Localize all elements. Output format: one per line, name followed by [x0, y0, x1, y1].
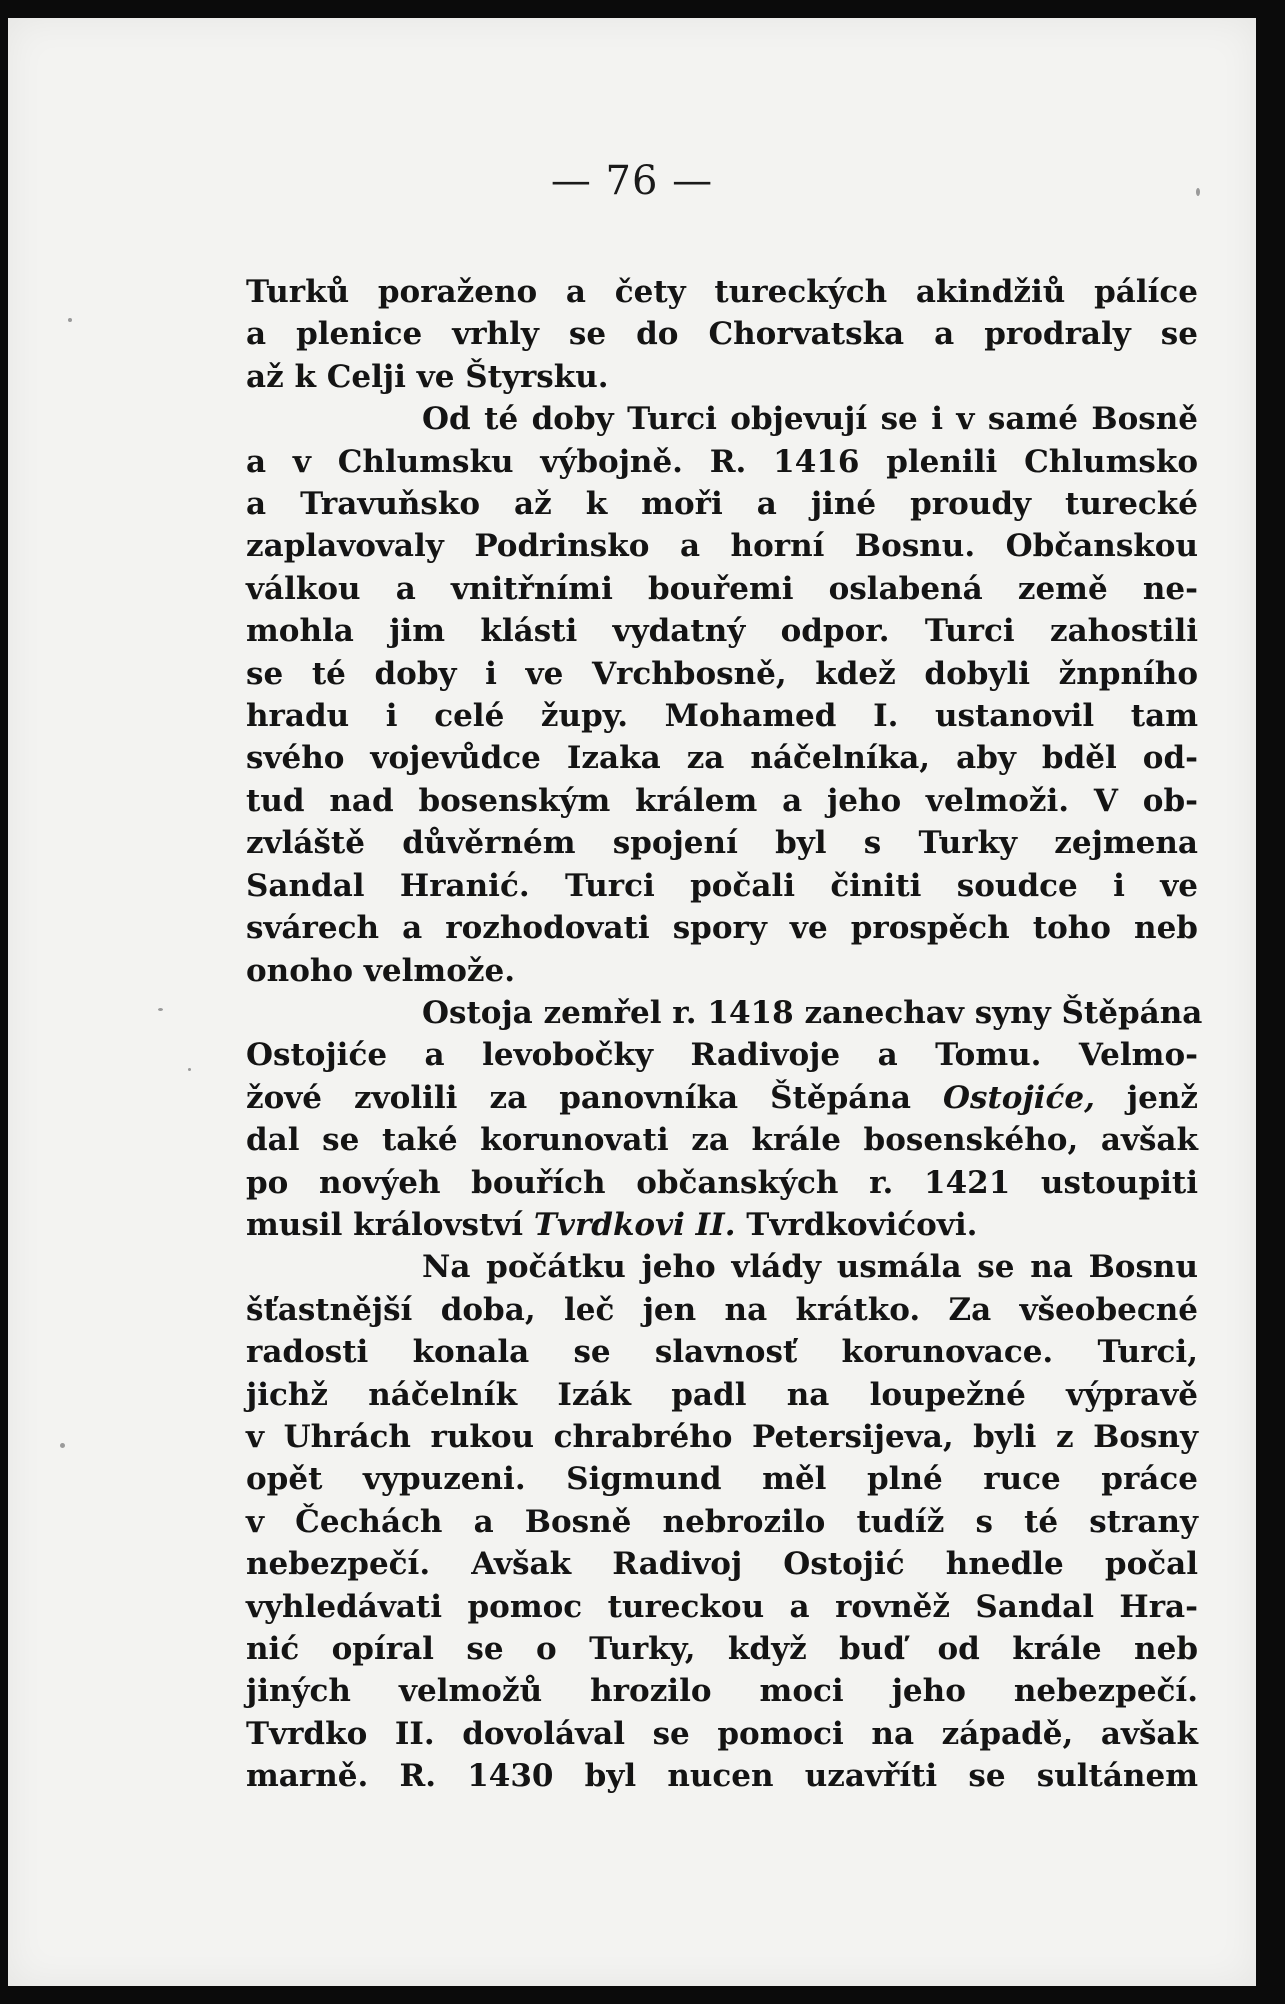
italic-name: Ostojiće, [943, 1079, 1095, 1116]
text-line-content: válkou a vnitřními bouřemi oslabená země ne- [246, 570, 1198, 607]
text-line-content: nić opíral se o Turky, když buď od krále neb [246, 1631, 1198, 1667]
text-line-content: marně. R. 1430 byl nucen uzavříti se sultánem [246, 1758, 1198, 1795]
text-line-content: zaplavovaly Podrinsko a horní Bosnu. Občanskou [246, 528, 1198, 565]
text-line-content: hradu i celé župy. Mohamed I. ustanovil tam [246, 698, 1198, 735]
text-line [246, 1374, 1198, 1416]
text-line [246, 780, 1198, 822]
text-line [246, 1501, 1198, 1543]
text-line [246, 1119, 1198, 1161]
text-line-content: tud nad bosenským králem a jeho velmoži. V ob- [246, 782, 1198, 819]
text-line-content: šťastnější doba, leč jen na krátko. Za všeobecné [246, 1291, 1198, 1328]
text-line [246, 1246, 1198, 1288]
text-line-content: radosti konala se slavnosť korunovace. Turci, [246, 1334, 1198, 1371]
text-line-content: svého vojevůdce Izaka za náčelníka, aby bděl od- [246, 740, 1198, 777]
text-line-content: Turků poraženo a čety tureckých akindžiů pálíce [246, 274, 1198, 310]
text-line [246, 1458, 1198, 1500]
text-line [246, 1586, 1198, 1628]
text-line-content: a v Chlumsku výbojně. R. 1416 plenili Chlumsko [246, 443, 1198, 480]
text-line-content: Od té doby Turci objevují se i v samé Bosně [422, 401, 1198, 438]
text-line [246, 441, 1198, 483]
italic-name: Tvrdkovi II. [533, 1206, 736, 1243]
text-line [246, 1077, 1198, 1119]
body-text [246, 271, 1203, 1798]
text-line [246, 1034, 1198, 1076]
text-line [246, 1331, 1198, 1373]
text-line-content: se té doby i ve Vrchbosně, kdež dobyli žnpního [246, 655, 1198, 692]
page-speck [68, 318, 72, 322]
text-line [246, 865, 1198, 907]
text-line-content: onoho velmože. [246, 952, 516, 989]
text-line [246, 271, 1198, 313]
text-line [246, 1416, 1198, 1458]
book-page [8, 18, 1256, 1986]
text-line-content: až k Celji ve Štyrsku. [246, 358, 609, 395]
text-line-content: a Travuňsko až k moři a jiné proudy turecké [246, 486, 1198, 523]
text-line-content: mohla jim klásti vydatný odpor. Turci zahostili [246, 613, 1198, 650]
text-line-content: svárech a rozhodovati spory ve prospěch toho neb [246, 910, 1198, 947]
text-line [246, 1162, 1198, 1204]
text-line [246, 1628, 1198, 1670]
text-line-content: v Uhrách rukou chrabrého Petersijeva, byli z Bosny [246, 1418, 1198, 1455]
text-line [246, 695, 1198, 737]
text-line-content: po novýeh bouřích občanských r. 1421 ustoupiti [246, 1164, 1198, 1201]
text-line-tail: Tvrdkovićovi. [735, 1206, 978, 1243]
text-line-content: a plenice vrhly se do Chorvatska a prodraly se [246, 316, 1198, 353]
text-line-content: jichž náčelník Izák padl na loupežné výpravě [246, 1376, 1198, 1413]
page-number: — 76 — [550, 158, 714, 204]
text-line-content: Sandal Hranić. Turci počali činiti soudce i ve [246, 867, 1198, 904]
text-line [246, 992, 1203, 1034]
text-line [246, 1543, 1198, 1585]
text-line-tail: jenž [1094, 1079, 1199, 1116]
text-line [246, 1204, 1198, 1246]
text-line-content: nebezpečí. Avšak Radivoj Ostojić hnedle počal [246, 1546, 1198, 1583]
text-line [246, 653, 1198, 695]
text-line-content: jiných velmožů hrozilo moci jeho nebezpečí. [246, 1673, 1198, 1710]
text-line [246, 525, 1198, 567]
text-line-content: Na počátku jeho vlády usmála se na Bosnu [422, 1249, 1198, 1286]
text-line-content: musil království [246, 1206, 534, 1243]
text-line [246, 313, 1198, 355]
text-line [246, 737, 1198, 779]
text-line [246, 483, 1198, 525]
text-line-content: vyhledávati pomoc tureckou a rovněž Sandal Hra- [246, 1588, 1198, 1625]
text-line-content: Ostojiće a levobočky Radivoje a Tomu. Velmo- [246, 1037, 1198, 1074]
text-line-content: žové zvolili za panovníka Štěpána [246, 1079, 944, 1116]
text-line-content: opět vypuzeni. Sigmund měl plné ruce práce [246, 1461, 1198, 1498]
text-line [246, 907, 1198, 949]
text-line [246, 1755, 1198, 1797]
text-line-content: zvláště důvěrném spojení byl s Turky zejmena [246, 825, 1198, 862]
text-line [246, 1289, 1198, 1331]
text-line [246, 822, 1198, 864]
text-line-content: Ostoja zemřel r. 1418 zanechav syny Štěpána [422, 994, 1203, 1031]
page-speck [188, 1068, 191, 1071]
text-line [246, 610, 1198, 652]
text-line [246, 356, 1198, 398]
text-line [246, 398, 1198, 440]
text-line-content: Tvrdko II. dovolával se pomoci na západě, avšak [246, 1715, 1198, 1752]
page-speck [1196, 188, 1200, 196]
text-line [246, 568, 1198, 610]
text-line-content: dal se také korunovati za krále bosenského, avšak [246, 1122, 1198, 1159]
text-line [246, 950, 1198, 992]
page-speck [158, 1008, 163, 1011]
text-line [246, 1670, 1198, 1712]
page-speck [60, 1443, 65, 1448]
text-line [246, 1713, 1198, 1755]
text-line-content: v Čechách a Bosně nebrozilo tudíž s té strany [246, 1503, 1198, 1540]
